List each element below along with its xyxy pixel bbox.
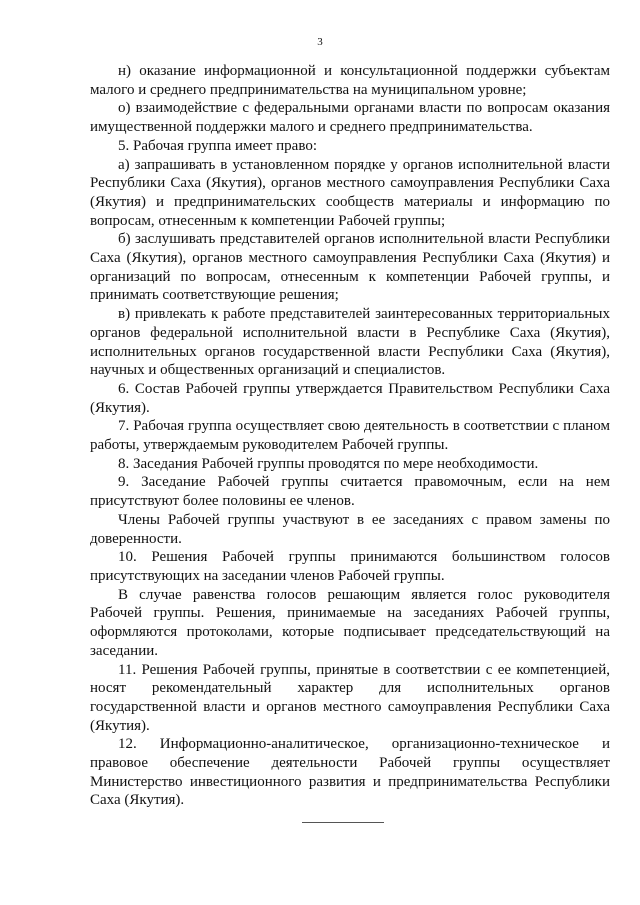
- paragraph-clause-8: 8. Заседания Рабочей группы проводятся по мере необходимости.: [118, 455, 539, 472]
- paragraph-clause-6: 6. Состав Рабочей группы утверждается Правительством Республики Саха (Якутия).: [90, 380, 610, 416]
- paragraph-clause-11: 11. Решения Рабочей группы, принятые в соответствии с ее компетенцией, носят рекомендательный характер для исполнительных органов государственной власти и органов местного самоуправления Республики Саха (Якутия).: [90, 661, 610, 734]
- paragraph-clause-12: 12. Информационно-аналитическое, организационно-техническое и правовое обеспечение деятельности Рабочей группы осуществляет Министерство инвестиционного развития и предпринимательства Республики Саха (Якутия).: [90, 736, 610, 809]
- paragraph-members-note: Члены Рабочей группы участвуют в ее заседаниях с правом замены по доверенности.: [90, 511, 610, 547]
- paragraph-item-v: в) привлекать к работе представителей заинтересованных территориальных органов федеральной исполнительной власти в Республике Саха (Якутия), исполнительных органов государственной власти Республики Саха (Якутия), научных и общественных организаций и специалистов.: [90, 306, 610, 379]
- paragraph-tie-vote: В случае равенства голосов решающим является голос руководителя Рабочей группы. Решения, принимаемые на заседаниях Рабочей группы, оформляются протоколами, которые подписывает председательствующий на заседании.: [90, 586, 610, 659]
- document-body: [90, 62, 610, 810]
- paragraph-clause-7: 7. Рабочая группа осуществляет свою деятельность в соответствии с планом работы, утверждаемым руководителем Рабочей группы.: [90, 418, 610, 454]
- paragraph-clause-5: 5. Рабочая группа имеет право:: [118, 137, 317, 154]
- paragraph-clause-9: 9. Заседание Рабочей группы считается правомочным, если на нем присутствуют более половины ее членов.: [90, 474, 610, 510]
- paragraph-item-b: б) заслушивать представителей органов исполнительной власти Республики Саха (Якутия), органов местного самоуправления Республики Саха (Якутия) и организаций по вопросам, отнесенным к компетенции Рабочей группы, и принимать соответствующие решения;: [90, 231, 610, 304]
- paragraph-item-a: а) запрашивать в установленном порядке у органов исполнительной власти Республики Саха (Якутия), органов местного самоуправления Республики Саха (Якутия) и предпринимательских сообществ материалы и информацию по вопросам, отнесенным к компетенции Рабочей группы;: [90, 156, 610, 229]
- paragraph-item-n: н) оказание информационной и консультационной поддержки субъектам малого и среднего предпринимательства на муниципальном уровне;: [90, 63, 610, 98]
- paragraph-clause-10: 10. Решения Рабочей группы принимаются большинством голосов присутствующих на заседании членов Рабочей группы.: [90, 549, 610, 584]
- end-of-document-divider: [302, 822, 384, 823]
- paragraph-item-o: о) взаимодействие с федеральными органами власти по вопросам оказания имущественной поддержки малого и среднего предпринимательства.: [90, 100, 610, 136]
- page-number: 3: [317, 36, 323, 48]
